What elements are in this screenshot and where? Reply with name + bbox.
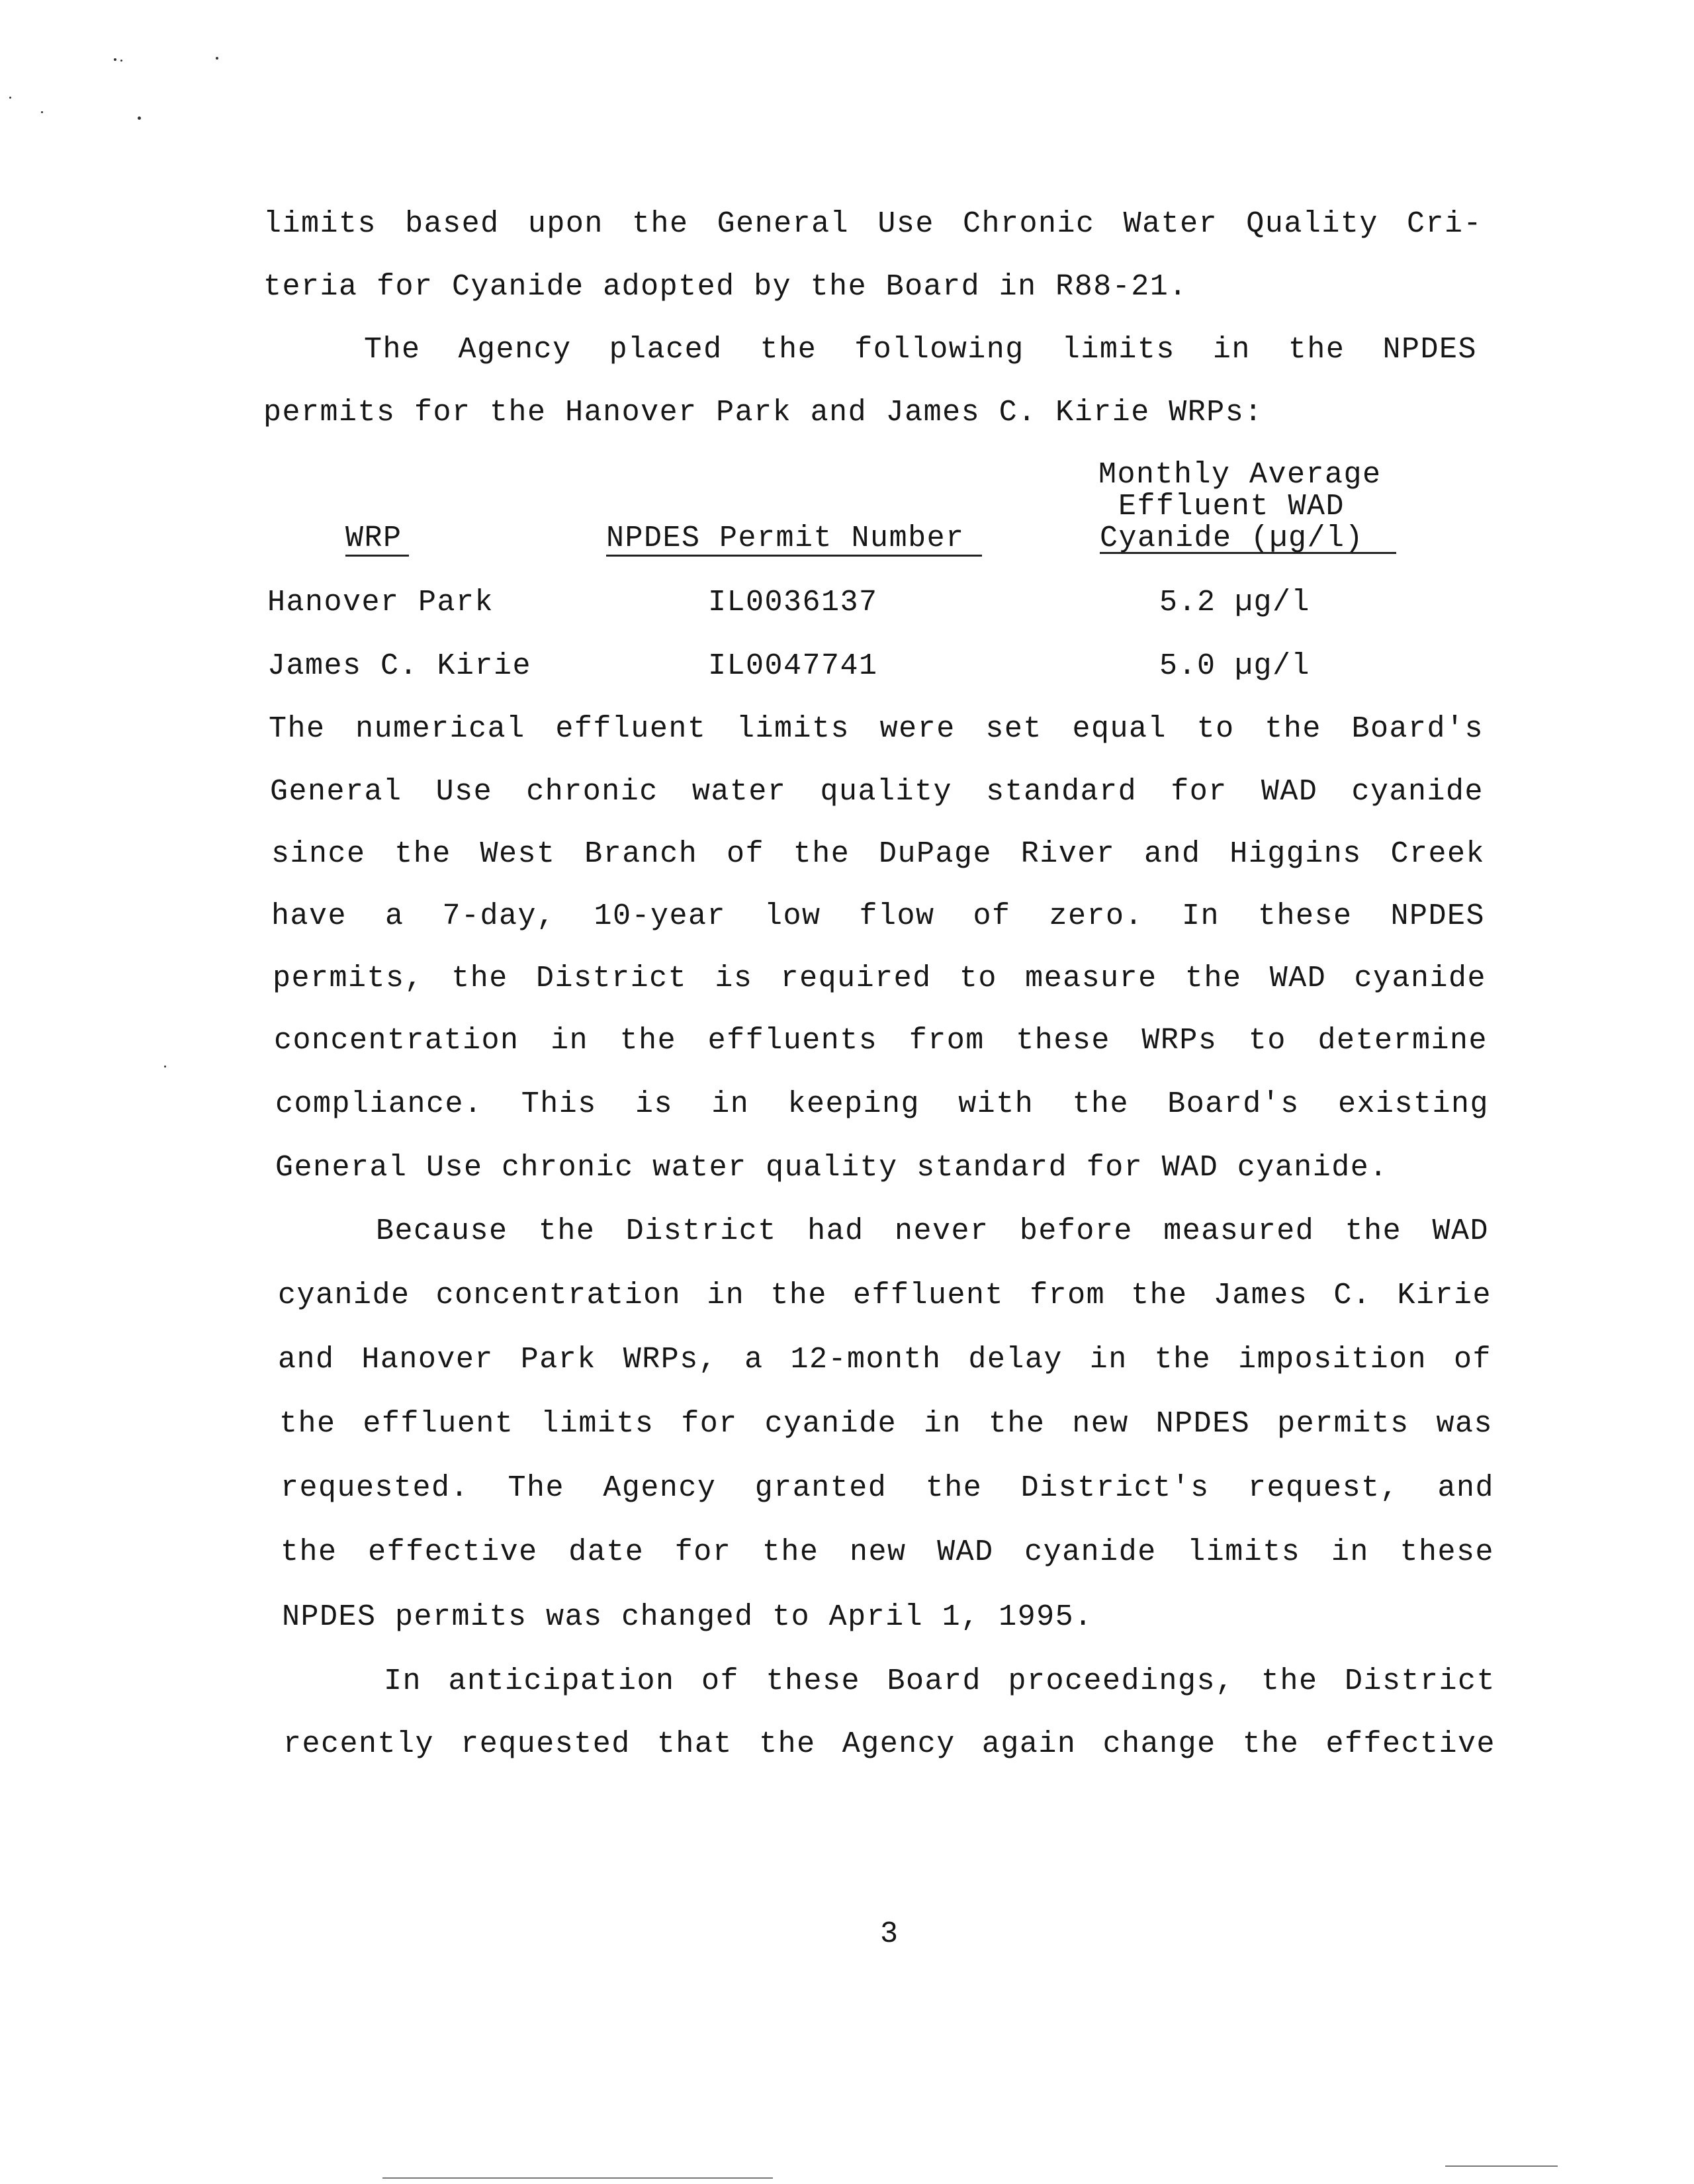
para5-line-1: In anticipation of these Board proceedings, the District: [384, 1664, 1495, 1698]
row-1-wrp: Hanover Park: [267, 586, 494, 619]
header-permit-number: NPDES Permit Number: [606, 522, 965, 555]
intro-line-1: limits based upon the General Use Chronic Water Quality Cri-: [263, 207, 1482, 241]
para4-line-2: cyanide concentration in the effluent from the James C. Kirie: [278, 1279, 1492, 1312]
header-limit-line-1: Monthly Average: [1098, 458, 1382, 492]
row-2-limit: 5.0 µg/l: [1159, 649, 1311, 683]
row-1-permit: IL0036137: [708, 586, 878, 619]
header-limit-line-3: Cyanide (µg/l): [1100, 522, 1364, 555]
para3-line-7: compliance. This is in keeping with the Board's existing: [275, 1087, 1489, 1121]
header-limit-line-2: Effluent WAD: [1118, 490, 1345, 523]
para3-line-6: concentration in the effluents from these WRPs to determine: [274, 1024, 1488, 1058]
intro-line-2: teria for Cyanide adopted by the Board in R88-21.: [263, 270, 1188, 304]
row-2-wrp: James C. Kirie: [267, 649, 532, 683]
para4-line-4: the effluent limits for cyanide in the new NPDES permits was: [279, 1407, 1493, 1441]
para4-line-1: Because the District had never before measured the WAD: [376, 1214, 1489, 1248]
para2-line-1: The Agency placed the following limits in the NPDES: [364, 333, 1477, 367]
para3-line-2: General Use chronic water quality standard for WAD cyanide: [270, 775, 1484, 809]
para3-line-3: since the West Branch of the DuPage River and Higgins Creek: [271, 837, 1485, 871]
para3-line-4: have a 7-day, 10-year low flow of zero. In these NPDES: [271, 899, 1485, 933]
para3-line-5: permits, the District is required to measure the WAD cyanide: [273, 962, 1486, 995]
header-limit-underline: [1100, 552, 1396, 554]
header-wrp-underline: [345, 555, 409, 557]
para2-line-2: permits for the Hanover Park and James C. Kirie WRPs:: [263, 396, 1263, 430]
para4-line-3: and Hanover Park WRPs, a 12-month delay in the imposition of: [278, 1343, 1492, 1377]
para3-line-8: General Use chronic water quality standard for WAD cyanide.: [275, 1151, 1388, 1185]
para3-line-1: The numerical effluent limits were set equal to the Board's: [269, 712, 1484, 746]
header-permit-underline: [606, 555, 982, 557]
para4-line-7: NPDES permits was changed to April 1, 1995.: [282, 1600, 1093, 1634]
row-1-limit: 5.2 µg/l: [1159, 586, 1311, 619]
para4-line-5: requested. The Agency granted the District's request, and: [281, 1471, 1494, 1505]
page-number: 3: [880, 1917, 899, 1951]
para5-line-2: recently requested that the Agency again change the effective: [283, 1727, 1495, 1761]
para4-line-6: the effective date for the new WAD cyanide limits in these: [281, 1535, 1494, 1569]
row-2-permit: IL0047741: [708, 649, 878, 683]
header-wrp: WRP: [345, 522, 402, 555]
